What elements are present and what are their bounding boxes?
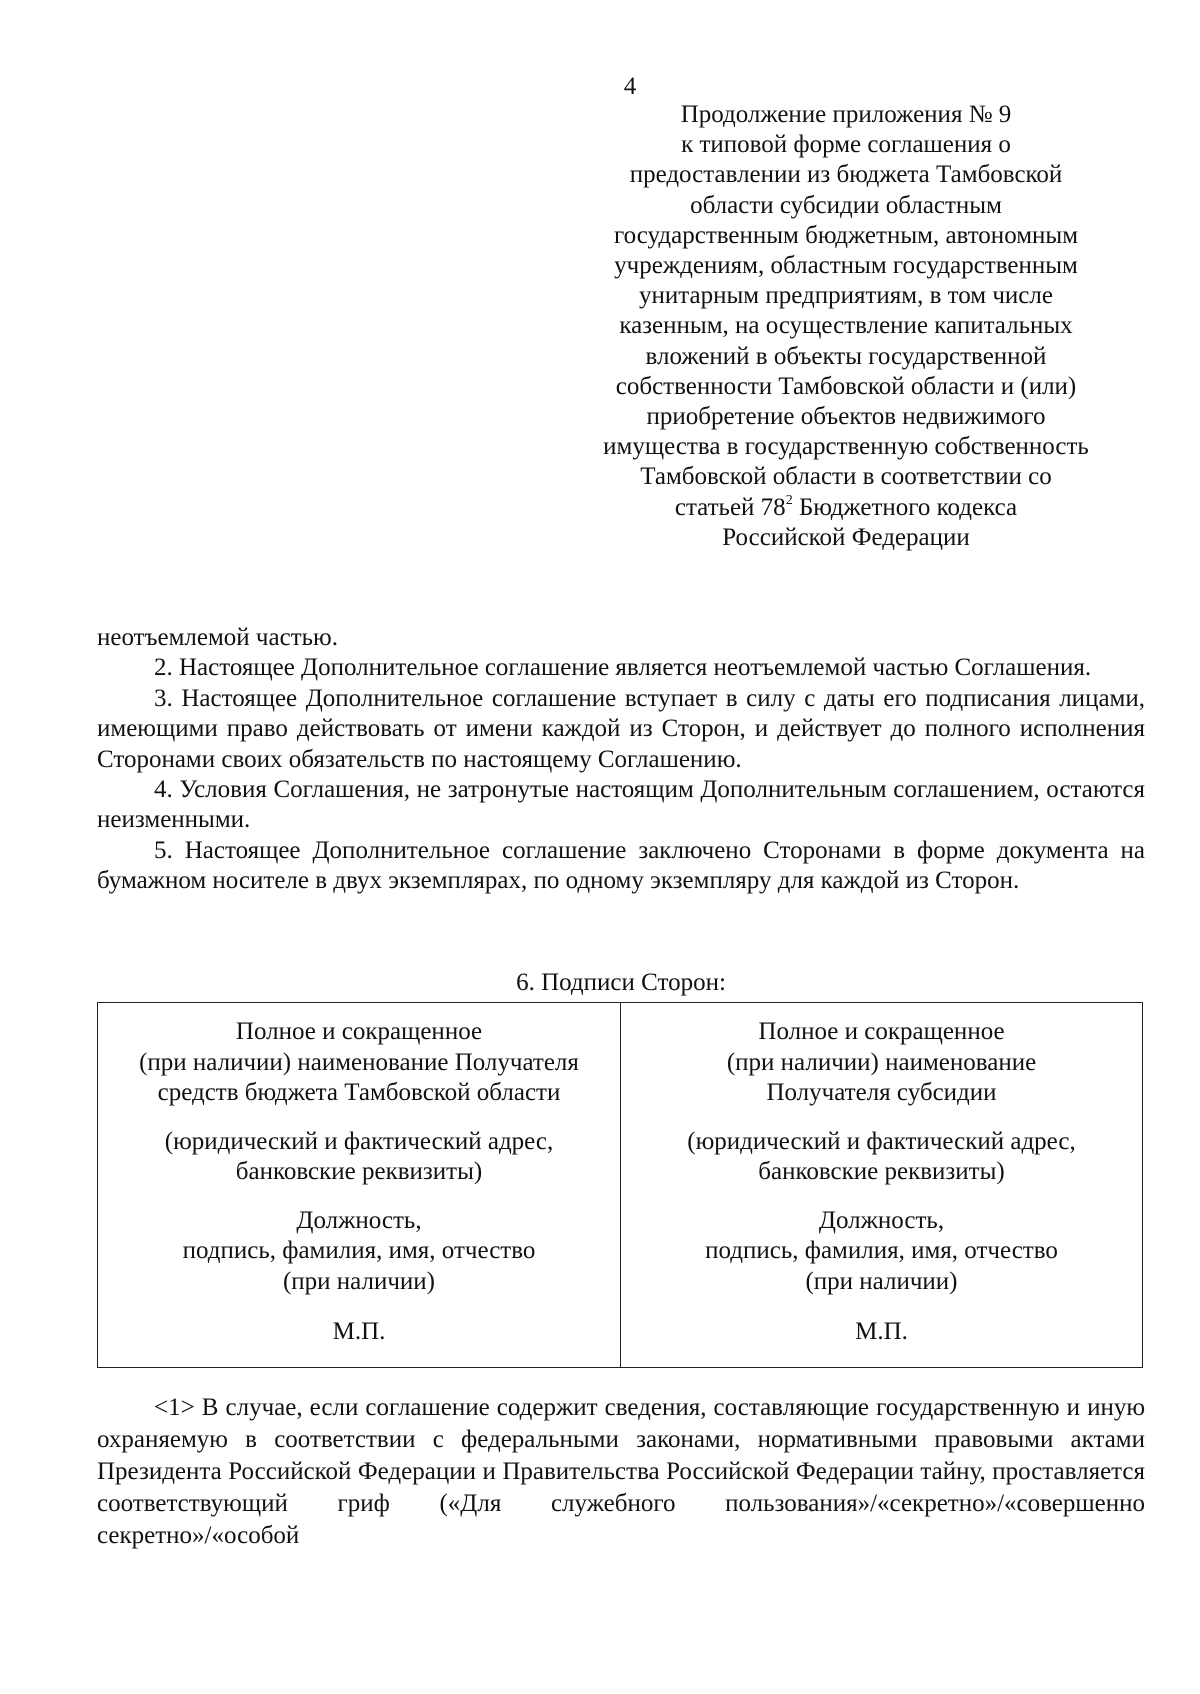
header-line: предоставлении из бюджета Тамбовской bbox=[629, 161, 1063, 189]
footnote bbox=[97, 1392, 1145, 1552]
party-name-block bbox=[621, 1017, 1142, 1109]
appendix-header bbox=[568, 100, 1124, 553]
header-line: имущества в государственную собственность bbox=[603, 433, 1089, 461]
header-line: казенным, на осуществление капитальных bbox=[619, 312, 1073, 340]
party-name-line: (при наличии) наименование bbox=[726, 1048, 1037, 1076]
clause-3: 3. Настоящее Дополнительное соглашение вступает в силу с даты его подписания лицами, имеющими право действовать от имени каждой из Сторон, и действует до полного исполнения Сторонами своих обязательств по настоящему Соглашению. bbox=[97, 684, 1145, 773]
party-address-block bbox=[621, 1127, 1142, 1188]
header-line: государственным бюджетным, автономным bbox=[613, 221, 1079, 249]
party-name-line: (при наличии) наименование Получателя bbox=[139, 1048, 579, 1076]
header-line: к типовой форме соглашения о bbox=[681, 131, 1011, 159]
party-name-line: Полное и сокращенное bbox=[758, 1018, 1005, 1045]
clause-5: 5. Настоящее Дополнительное соглашение заключено Сторонами в форме документа на бумажном носителе в двух экземплярах, по одному экземпляру для каждой из Сторон. bbox=[97, 836, 1145, 895]
party-address-line: банковские реквизиты) bbox=[758, 1158, 1005, 1185]
page-number: 4 bbox=[623, 73, 637, 100]
stamp-label: М.П. bbox=[332, 1318, 386, 1345]
header-line: Продолжение приложения № 9 bbox=[680, 101, 1012, 128]
party-name-line: Получателя субсидии bbox=[766, 1079, 997, 1106]
clause-2: 2. Настоящее Дополнительное соглашение является неотъемлемой частью Соглашения. bbox=[154, 654, 1092, 682]
header-line: унитарным предприятиям, в том числе bbox=[639, 282, 1053, 310]
party-name-line: средств бюджета Тамбовской области bbox=[157, 1079, 561, 1106]
party-address-block bbox=[98, 1127, 620, 1188]
header-line: Тамбовской области в соответствии со bbox=[640, 463, 1052, 491]
article-prefix: статьей 78 bbox=[674, 493, 786, 521]
header-line-article bbox=[568, 493, 1124, 523]
continuation-text: неотъемлемой частью. bbox=[97, 624, 338, 651]
footnote-text: <1> В случае, если соглашение содержит сведения, составляющие государственную и иную охраняемую в соответствии с федеральными законами, нормативными правовыми актами Президента Российской Федерации и Правительства Российской Федерации тайну, проставляется соответствующий гриф («Для служебного пользования»/«секретно»/«совершенно секретно»/«особой bbox=[97, 1394, 1145, 1549]
stamp-label: М.П. bbox=[855, 1318, 908, 1345]
signatures-table bbox=[97, 1002, 1143, 1368]
party-address-line: (юридический и фактический адрес, bbox=[164, 1127, 554, 1155]
header-line: области субсидии областным bbox=[690, 191, 1002, 219]
agreement-body bbox=[97, 623, 1145, 897]
party-signature-line: подпись, фамилия, имя, отчество bbox=[182, 1237, 536, 1264]
party-signature-line: (при наличии) bbox=[282, 1267, 436, 1295]
clause-4: 4. Условия Соглашения, не затронутые настоящим Дополнительным соглашением, остаются неизменными. bbox=[97, 776, 1145, 834]
party-signature-block bbox=[621, 1206, 1142, 1298]
header-line: собственности Тамбовской области и (или) bbox=[615, 372, 1077, 400]
party-signature-line: Должность, bbox=[296, 1206, 422, 1234]
signature-column-right bbox=[620, 1003, 1142, 1367]
header-line: приобретение объектов недвижимого bbox=[646, 403, 1046, 431]
header-line: вложений в объекты государственной bbox=[645, 342, 1047, 370]
header-line: Российской Федерации bbox=[722, 523, 970, 551]
signatures-caption: 6. Подписи Сторон: bbox=[516, 969, 726, 996]
header-line: учреждениям, областным государственным bbox=[614, 252, 1078, 280]
party-signature-line: подпись, фамилия, имя, отчество bbox=[705, 1237, 1058, 1264]
party-signature-line: Должность, bbox=[818, 1206, 945, 1234]
party-address-line: (юридический и фактический адрес, bbox=[687, 1127, 1076, 1155]
party-address-line: банковские реквизиты) bbox=[235, 1158, 483, 1185]
party-signature-block bbox=[98, 1206, 620, 1298]
party-name-block bbox=[98, 1017, 620, 1109]
article-suffix: Бюджетного кодекса bbox=[792, 493, 1018, 521]
party-signature-line: (при наличии) bbox=[805, 1267, 958, 1295]
signature-column-left bbox=[98, 1003, 620, 1367]
party-name-line: Полное и сокращенное bbox=[235, 1018, 483, 1045]
article-superscript: 2 bbox=[785, 492, 793, 508]
